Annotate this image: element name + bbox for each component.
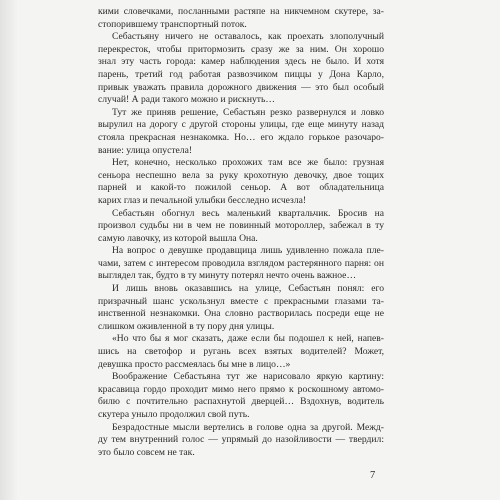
text-line: чами, затем с интересом проводила взглядом растерянного парня: он	[98, 257, 384, 269]
text-line: инственной незнакомки. Она словно растворилась посреди еще не	[98, 308, 384, 320]
text-line: это было совсем не так.	[98, 446, 195, 458]
text-line: шись на светофор и ругань всех взятых водителей? Может,	[98, 346, 384, 358]
text-line: произвол судьбы ни в чем не повинный мотороллер, забежал в ту	[98, 220, 384, 232]
page-number: 7	[370, 470, 376, 481]
text-line: Себастьян обогнул весь маленький квартальчик. Бросив на	[112, 207, 384, 219]
text-line: На вопрос о девушке продавщица лишь удивленно пожала пле-	[112, 245, 384, 257]
text-line: Себастьяну ничего не оставалось, как проехать злополучный	[112, 31, 384, 43]
text-line: самую лавочку, из которой вышла Она.	[98, 232, 258, 244]
text-line: призрачный шанс ускользнул вместе с прекрасными глазами та-	[98, 295, 384, 307]
text-line: И лишь вновь оказавшись на улице, Себастьян понял: его	[112, 283, 384, 295]
text-line: красавица гордо проходит мимо него прямо к роскошному автомо-	[98, 383, 384, 395]
text-line: выглядел так, будто в ту минуту потерял нечто очень важное…	[98, 270, 357, 282]
text-line: ду тем внутренний голос — упрямый до назойливости — твердил:	[98, 434, 384, 446]
page-body-text	[98, 6, 384, 459]
text-line: перекресток, чтобы притормозить сразу же за ним. Он хорошо	[98, 43, 384, 55]
text-line: парней и какой-то пожилой сеньор. А вот обладательница	[98, 182, 384, 194]
text-line: Нет, конечно, несколько прохожих там все же было: грузная	[112, 157, 384, 169]
text-line: слишком оживленной в ту пору дня улицы.	[98, 320, 275, 332]
text-line: стопорившему транспортный поток.	[98, 18, 247, 30]
text-line: стояла прекрасная незнакомка. Но… его ждало горькое разочаро-	[98, 131, 384, 143]
text-line: знал эту часть города: камер наблюдения здесь не было. И хотя	[98, 56, 384, 68]
text-line: парень, третий год работая развозчиком пиццы у Дона Карло,	[98, 68, 384, 80]
text-line: сеньора неспешно вела за руку крохотную девочку, двое тощих	[98, 169, 384, 181]
text-line: вырулил на дорогу с другой стороны улицы, где еще минуту назад	[98, 119, 384, 131]
text-line: Воображение Себастьяна тут же нарисовало яркую картину:	[112, 371, 384, 383]
text-line: привык уважать правила дорожного движения — это был особый	[98, 81, 384, 93]
text-line: вание: улица опустела!	[98, 144, 193, 156]
text-line: девушка просто рассмеялась бы мне в лицо…»	[98, 358, 291, 370]
text-line: билю с почтительно распахнутой дверцей… Вздохнув, водитель	[98, 396, 384, 408]
text-line: скутера уныло продолжил свой путь.	[98, 409, 250, 420]
text-line: кими словечками, посланными растяпе на никчемном скутере, за-	[98, 6, 384, 17]
text-line: карих глаз и печальной улыбки бесследно исчезла!	[98, 194, 307, 206]
text-line: случай! А ради такого можно и рискнуть…	[98, 94, 275, 106]
book-gutter	[0, 0, 18, 500]
text-line: Тут же приняв решение, Себастьян резко развернулся и ловко	[112, 106, 384, 118]
text-line: Безрадостные мысли вертелись в голове одна за другой. Межд-	[112, 421, 384, 433]
text-line: «Но что бы я мог сказать, даже если бы подошел к ней, напев-	[112, 333, 384, 345]
